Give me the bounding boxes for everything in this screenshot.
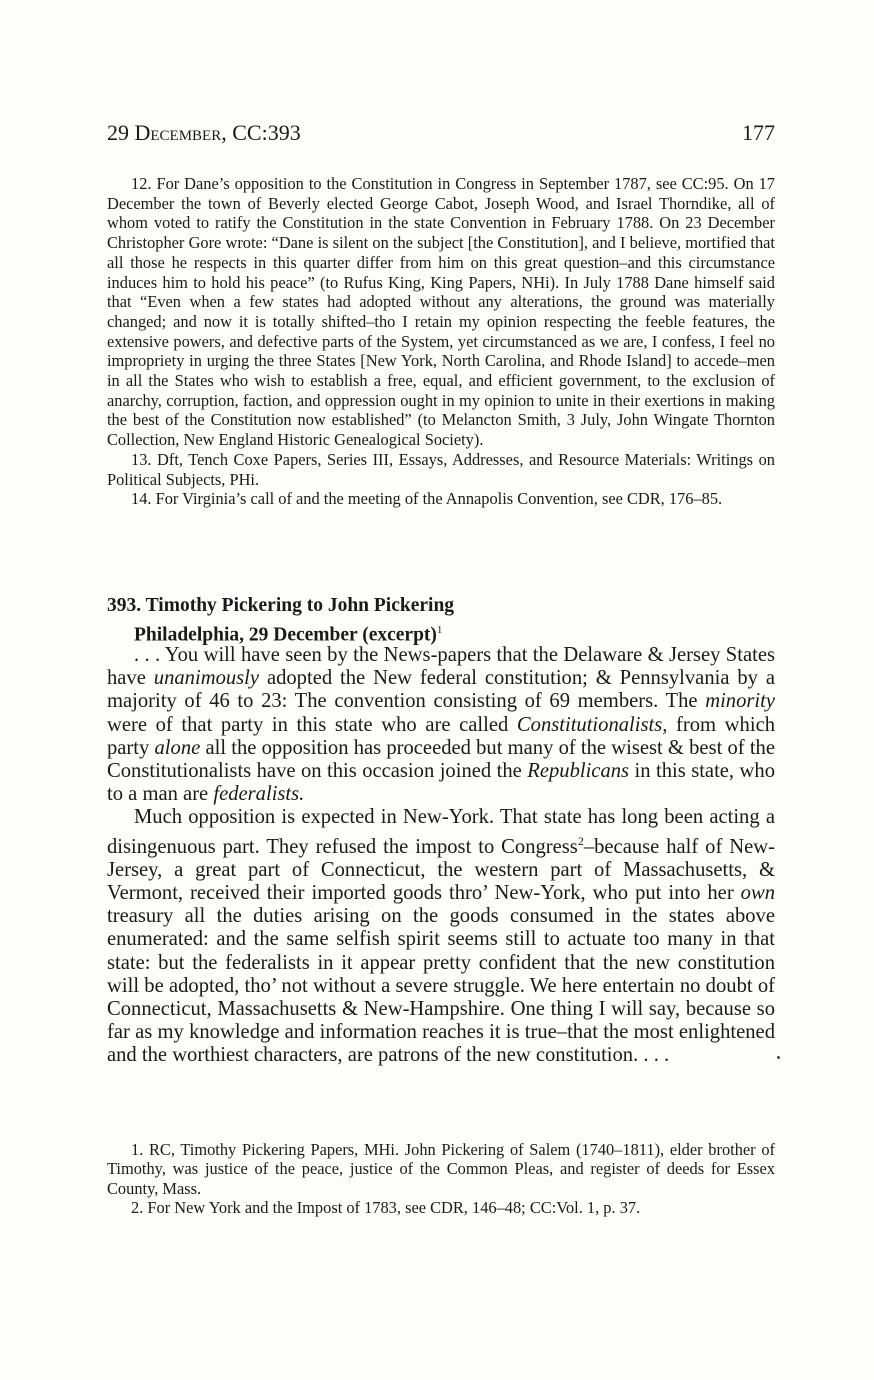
p1-italic-federalists: federalists. <box>213 783 305 806</box>
p1-text-k: in this state, who to a man are <box>107 760 775 806</box>
running-head <box>107 120 775 146</box>
p2-italic-own: own <box>740 881 775 904</box>
letter-excerpt <box>107 644 775 1068</box>
endnote-2: 2. For New York and the Impost of 1783, see CDR, 146–48; CC:Vol. 1, p. 37. <box>131 1197 641 1217</box>
p2-text-a: Much opposition is expected in New-York. That state has long been acting a disingenuous part. They refused the impost to Congress <box>107 806 775 858</box>
note-14: 14. For Virginia’s call of and the meeting of the Annapolis Convention, see CDR, 176–85. <box>131 489 723 509</box>
p1-italic-constitutionalists: Constitutionalists, <box>516 713 668 736</box>
p1-italic-minority: minority <box>705 690 775 713</box>
running-head-doc-ref: CC:393 <box>226 120 301 145</box>
p2-text-d: treasury all the duties arising on the goods consumed in the states above enumerated: and the same selfish spirit seems still to actuate too many in that state: but the federalists in it appear pretty confident that the new constitution will be adopted, tho’ not without a severe struggle. We here entertain no doubt of Connecticut, Massachusetts & New-Hampshire. One thing I will say, because so far as my knowledge and information reaches it is true–that the most enlightened and the worthiest characters, are patrons of the new constitution. . . . <box>107 905 775 1067</box>
dateline-note-ref: 1 <box>436 624 443 636</box>
p1-text-a: . . . You will have seen by the News-papers that the Delaware & Jersey States have <box>107 644 775 690</box>
p1-text-e: were of that party in this state who are called <box>107 713 517 736</box>
p1-italic-unanimously: unanimously <box>153 667 260 690</box>
letter-paragraph-1 <box>107 644 775 806</box>
p1-text-c: adopted the New federal constitution; & Pennsylvania by a majority of 46 to 23: The convention consisting of 69 members. The <box>107 667 776 713</box>
notes-continued <box>107 174 775 509</box>
endnotes <box>107 1140 775 1217</box>
p1-italic-republicans: Republicans <box>527 760 630 783</box>
ink-speck <box>777 1056 780 1059</box>
page-number: 177 <box>742 120 775 145</box>
p1-text-g: from which party <box>107 713 776 759</box>
p2-text-b: –because half of New-Jersey, a great part of Connecticut, the western part of Massachusetts, & Vermont, received their imported goods thro’ New-York, who put into her <box>107 835 776 904</box>
document-heading <box>107 594 775 648</box>
running-head-date <box>107 120 301 145</box>
document-dateline-text: Philadelphia, 29 December (excerpt) <box>134 624 437 646</box>
note-13: 13. Dft, Tench Coxe Papers, Series III, Essays, Addresses, and Resource Materials: Writings on Political Subjects, PHi. <box>107 449 775 489</box>
running-head-date-label: 29 December, <box>107 120 227 145</box>
p1-text-i: all the opposition has proceeded but many of the wisest & best of the Constitutionalists have on this occasion joined the <box>107 736 775 783</box>
document-title: 393. Timothy Pickering to John Pickering <box>107 595 455 616</box>
p2-note-ref: 2 <box>577 833 584 848</box>
p1-italic-alone: alone <box>154 736 201 759</box>
note-12: 12. For Dane’s opposition to the Constitution in Congress in September 1787, see CC:95. On 17 December the town of Beverly elected George Cabot, Joseph Wood, and Israel Thorndike, all of whom voted to ratify the Constitution in the state Convention in February 1788. On 23 December Christopher Gore wrote: “Dane is silent on the subject [the Constitution], and I believe, mortified that all those he respects in this quarter differ from him on this great question–and this circumstance induces him to hold his peace” (to Rufus King, King Papers, NHi). In July 1788 Dane himself said that “Even when a few states had adopted without any alterations, the ground was materially changed; and now it is totally shifted–tho I retain my opinion respecting the feeble features, the extensive powers, and defective parts of the System, yet circumstanced as we are, I confess, I feel no impropriety in urging the three States [New York, North Carolina, and Rhode Island] to accede–men in all the States who wish to establish a free, equal, and efficient government, to the exclusion of anarchy, corruption, faction, and oppression ought in my opinion to unite in their exertions in making the best of the Constitution now established” (to Melancton Smith, 3 July, John Wingate Thornton Collection, New England Historic Genealogical Society). <box>107 174 775 450</box>
endnote-1: 1. RC, Timothy Pickering Papers, MHi. John Pickering of Salem (1740–1811), elder brother of Timothy, was justice of the peace, justice of the Common Pleas, and register of deeds for Essex County, Mass. <box>107 1140 775 1198</box>
letter-paragraph-2 <box>107 806 775 1067</box>
